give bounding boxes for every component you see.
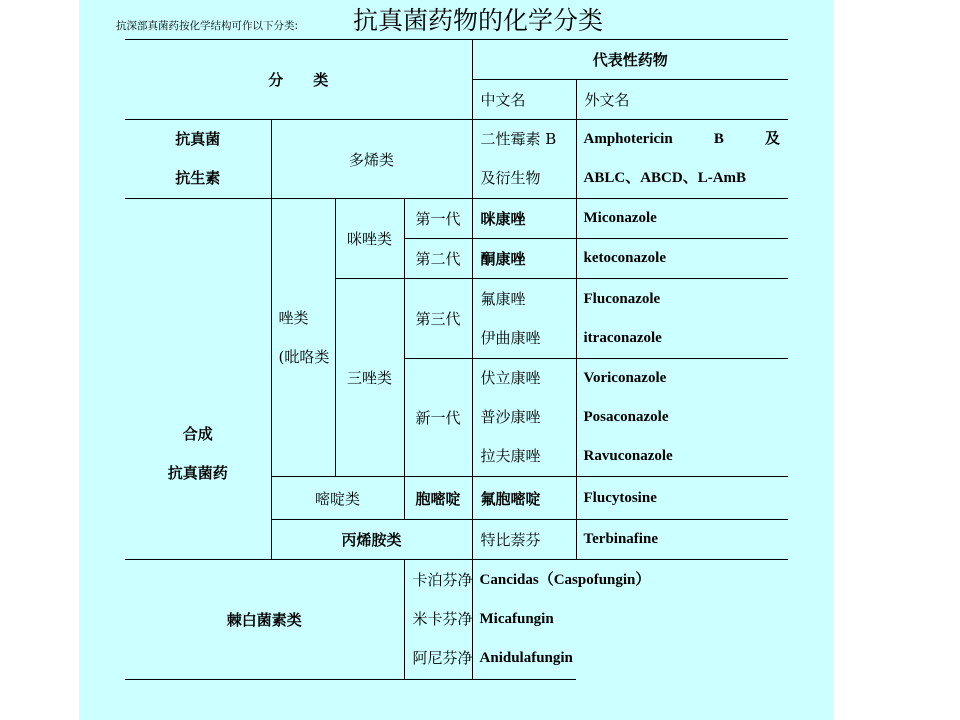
drug-flucytosine-en: Flucytosine (576, 477, 788, 520)
amphotericin-zh-line1: 二性霉素 B (480, 130, 557, 148)
slide-header (116, 4, 836, 40)
drug-fluconazole-zh: 氟康唑 (480, 289, 526, 308)
header-category: 分 类 (125, 40, 472, 120)
subclass-pyrimidines: 嘧啶类 (271, 477, 404, 520)
drug-terbinafine-zh: 特比萘芬 (472, 520, 576, 560)
drug-fluconazole-en: Fluconazole (583, 290, 661, 307)
drug-amphotericin-en (576, 120, 788, 199)
group-antifungal-antibiotics (125, 120, 271, 199)
group-synthetic-line1: 合成 (182, 425, 213, 443)
drug-miconazole-en: Miconazole (576, 199, 788, 239)
drug-anidulafungin-zh: 阿尼芬净 (412, 649, 473, 667)
subclass-echinocandins: 棘白菌素类 (125, 560, 404, 680)
drug-caspofungin-en: Cancidas（Caspofungin） (479, 572, 651, 588)
drug-voriconazole-en: Voriconazole (583, 370, 667, 386)
subclass-polyenes: 多烯类 (271, 120, 472, 199)
drug-itraconazole-en: itraconazole (583, 329, 662, 346)
generation-second: 第二代 (404, 239, 472, 279)
drug-echinocandins-en (472, 560, 651, 680)
slide-title: 抗真菌药物的化学分类 (353, 6, 604, 35)
drug-voriconazole-zh: 伏立康唑 (480, 369, 541, 387)
group-antibiotics-line2: 抗生素 (175, 169, 221, 187)
azoles-line2: (吡咯类 (278, 347, 330, 366)
subclass-allylamines: 丙烯胺类 (271, 520, 472, 560)
drug-ravuconazole-zh: 拉夫康唑 (480, 447, 541, 465)
amphotericin-en-line1 (584, 120, 789, 159)
drug-new-gen-en (576, 359, 788, 477)
drug-new-gen-zh (472, 359, 576, 477)
antifungal-classification-table (125, 39, 788, 680)
drug-micafungin-en: Micafungin (479, 611, 554, 627)
amphotericin-zh-line2: 及衍生物 (480, 169, 541, 187)
header-chinese-name: 中文名 (472, 80, 576, 120)
drug-ketoconazole-zh: 酮康唑 (472, 239, 576, 279)
drug-anidulafungin-en: Anidulafungin (479, 650, 573, 666)
header-representative: 代表性药物 (472, 40, 788, 80)
drug-echinocandins-zh (404, 560, 472, 680)
drug-itraconazole-zh: 伊曲康唑 (480, 328, 541, 347)
subclass-cytosine: 胞嘧啶 (404, 477, 472, 520)
drug-miconazole-zh: 咪康唑 (472, 199, 576, 239)
slide-subtitle: 抗深部真菌药按化学结构可作以下分类: (116, 20, 299, 32)
generation-third: 第三代 (404, 279, 472, 359)
drug-micafungin-zh: 米卡芬净 (412, 610, 473, 628)
drug-posaconazole-zh: 普沙康唑 (480, 408, 541, 426)
drug-posaconazole-en: Posaconazole (583, 409, 669, 425)
drug-third-gen-en (576, 279, 788, 359)
group-synthetic-line2: 抗真菌药 (167, 464, 228, 482)
header-foreign-name: 外文名 (576, 80, 788, 120)
drug-flucytosine-zh: 氟胞嘧啶 (472, 477, 576, 520)
amphotericin-en-part3: 及 (765, 131, 781, 147)
drug-third-gen-zh (472, 279, 576, 359)
drug-ravuconazole-en: Ravuconazole (583, 448, 673, 464)
amphotericin-en-part1: Amphotericin (583, 131, 673, 147)
subclass-triazoles: 三唑类 (335, 279, 404, 477)
generation-new: 新一代 (404, 359, 472, 477)
subclass-imidazoles: 咪唑类 (335, 199, 404, 279)
drug-caspofungin-zh: 卡泊芬净 (412, 571, 473, 589)
drug-amphotericin-zh (472, 120, 576, 199)
subclass-azoles (271, 199, 335, 477)
generation-first: 第一代 (404, 199, 472, 239)
drug-ketoconazole-en: ketoconazole (576, 239, 788, 279)
azoles-line1: 唑类 (278, 308, 309, 327)
group-synthetic-antifungals (125, 199, 271, 560)
amphotericin-en-part2: B (713, 131, 724, 147)
group-antibiotics-line1: 抗真菌 (175, 130, 221, 148)
amphotericin-en-line2: ABLC、ABCD、L-AmB (583, 170, 747, 186)
drug-terbinafine-en: Terbinafine (576, 520, 788, 560)
